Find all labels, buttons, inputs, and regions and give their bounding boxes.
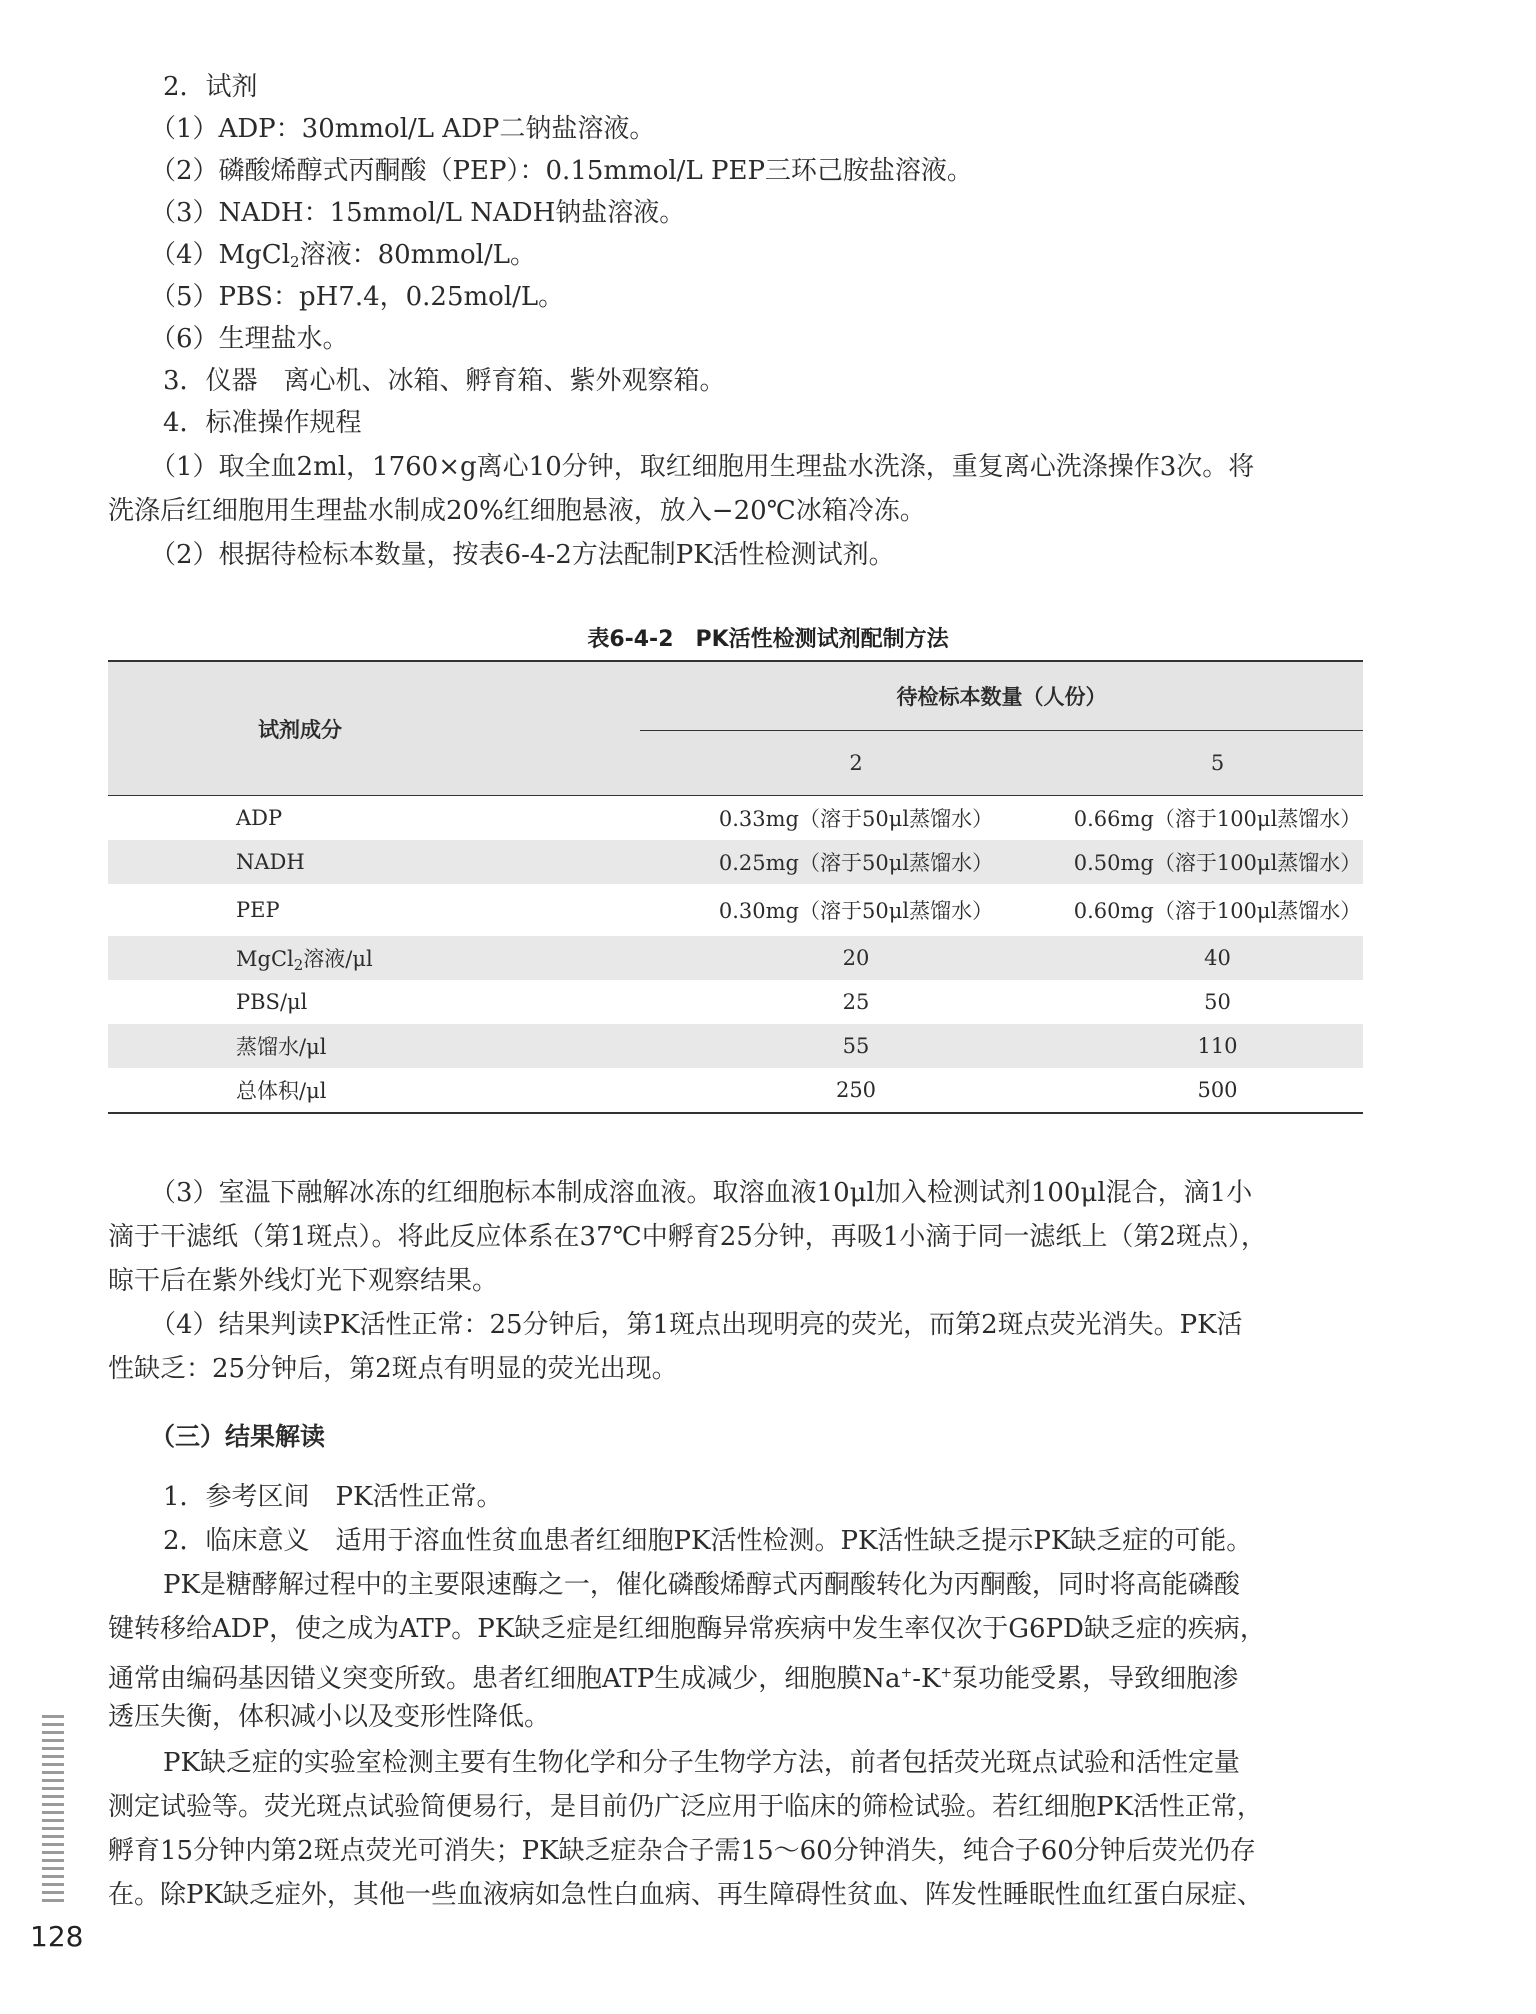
- cell-2: 250: [835, 1078, 877, 1102]
- step3-line: 滴于干滤纸（第1斑点）。将此反应体系在37℃中孵育25分钟，再吸1小滴于同一滤纸上（第2斑点），: [108, 1222, 1267, 1252]
- reagent-item: （6）生理盐水。: [150, 324, 349, 354]
- table-row: [108, 884, 1363, 936]
- reagent-item: （5）PBS：pH7.4，0.25mol/L。: [150, 282, 565, 312]
- reagents-heading: 2．试剂: [163, 72, 258, 102]
- cell-5: 40: [1072, 936, 1363, 980]
- step4-line: 性缺乏：25分钟后，第2斑点有明显的荧光出现。: [108, 1354, 678, 1384]
- cell-2: 55: [640, 1024, 1072, 1068]
- table-row: [108, 1068, 1363, 1113]
- cell-5: 110: [1072, 1024, 1363, 1068]
- para1-line: 键转移给ADP，使之成为ATP。PK缺乏症是红细胞酶异常疾病中发生率仅次于G6PD缺乏症的疾病，: [108, 1614, 1266, 1644]
- reference-range: 1．参考区间 PK活性正常。: [163, 1482, 503, 1512]
- table-row: [108, 1024, 1363, 1068]
- row-name: PBS/μl: [236, 990, 308, 1014]
- row-name: PEP: [236, 898, 280, 922]
- cell-5: 0.60mg（溶于100μl蒸馏水）: [1073, 899, 1362, 923]
- row-name: 蒸馏水/μl: [108, 1024, 640, 1068]
- cell-2: 0.30mg（溶于50μl蒸馏水）: [718, 899, 994, 923]
- col-header-group: 待检标本数量（人份）: [640, 661, 1363, 731]
- reagent-item: （2）磷酸烯醇式丙酮酸（PEP）：0.15mmol/L PEP三环己胺盐溶液。: [150, 156, 973, 186]
- cell-2: 0.33mg（溶于50μl蒸馏水）: [640, 796, 1072, 841]
- instruments-line: 3．仪器 离心机、冰箱、孵育箱、紫外观察箱。: [163, 366, 726, 396]
- col-header-reagent: 试剂成分: [108, 661, 640, 796]
- cell-2: 20: [640, 936, 1072, 980]
- page-number: 128: [30, 1920, 84, 1953]
- sop-step1-cont: 洗涤后红细胞用生理盐水制成20%红细胞悬液，放入−20℃冰箱冷冻。: [108, 496, 926, 526]
- para2-line: PK缺乏症的实验室检测主要有生物化学和分子生物学方法，前者包括荧光斑点试验和活性定量: [163, 1748, 1240, 1778]
- table-title: 表6-4-2 PK活性检测试剂配制方法: [587, 627, 949, 652]
- cell-5: 0.50mg（溶于100μl蒸馏水）: [1072, 840, 1363, 884]
- cell-2: 0.25mg（溶于50μl蒸馏水）: [640, 840, 1072, 884]
- table-row: [108, 796, 1363, 841]
- col-header-2: 2: [640, 731, 1072, 796]
- reagent-item: （1）ADP：30mmol/L ADP二钠盐溶液。: [150, 114, 656, 144]
- reagent-item: （3）NADH：15mmol/L NADH钠盐溶液。: [150, 198, 686, 228]
- table-row: [108, 840, 1363, 884]
- row-name: NADH: [108, 840, 640, 884]
- row-name-mgcl: MgCl$_2$溶液/μl: [108, 936, 640, 980]
- sop-step2: （2）根据待检标本数量，按表6-4-2方法配制PK活性检测试剂。: [150, 540, 895, 570]
- para2-line: 在。除PK缺乏症外，其他一些血液病如急性白血病、再生障碍性贫血、阵发性睡眠性血红蛋白尿症、: [108, 1880, 1263, 1910]
- section-heading: （三）结果解读: [150, 1422, 326, 1451]
- col-header-5: 5: [1072, 731, 1363, 796]
- sop-heading: 4．标准操作规程: [163, 408, 362, 438]
- cell-2: 25: [842, 990, 870, 1014]
- table-row: [108, 936, 1363, 980]
- para1-line: 透压失衡，体积减小以及变形性降低。: [108, 1702, 551, 1732]
- row-name: ADP: [108, 796, 640, 841]
- step4-line: （4）结果判读PK活性正常：25分钟后，第1斑点出现明亮的荧光，而第2斑点荧光消失。PK活: [150, 1310, 1243, 1340]
- para1-line-ions: 通常由编码基因错义突变所致。患者红细胞ATP生成减少，细胞膜Na+-K+泵功能受累，导致细胞渗: [108, 1664, 1239, 1694]
- table-row: [108, 980, 1363, 1024]
- reagent-table: [108, 660, 1363, 1114]
- para1-line: PK是糖酵解过程中的主要限速酶之一，催化磷酸烯醇式丙酮酸转化为丙酮酸，同时将高能磷酸: [163, 1570, 1240, 1600]
- para2-line: 孵育15分钟内第2斑点荧光可消失；PK缺乏症杂合子需15～60分钟消失，纯合子60分钟后荧光仍存: [108, 1836, 1256, 1866]
- clinical-significance: 2．临床意义 适用于溶血性贫血患者红细胞PK活性检测。PK活性缺乏提示PK缺乏症的可能。: [163, 1526, 1253, 1556]
- row-name: 总体积/μl: [236, 1079, 327, 1103]
- cell-5: 50: [1204, 990, 1231, 1014]
- step3-line: 晾干后在紫外线灯光下观察结果。: [108, 1266, 499, 1296]
- step3-line: （3）室温下融解冰冻的红细胞标本制成溶血液。取溶血液10μl加入检测试剂100μl混合，滴1小: [150, 1178, 1253, 1208]
- margin-stripe-decoration: [42, 1715, 64, 1905]
- para2-line: 测定试验等。荧光斑点试验简便易行，是目前仍广泛应用于临床的筛检试验。若红细胞PK活性正常，: [108, 1792, 1263, 1822]
- reagent-item-mgcl: （4）MgCl$_2$溶液：80mmol/L。: [150, 240, 536, 271]
- cell-5: 0.66mg（溶于100μl蒸馏水）: [1072, 796, 1363, 841]
- sop-step1: （1）取全血2ml，1760×g离心10分钟，取红细胞用生理盐水洗涤，重复离心洗涤操作3次。将: [150, 452, 1255, 482]
- cell-5: 500: [1197, 1078, 1238, 1102]
